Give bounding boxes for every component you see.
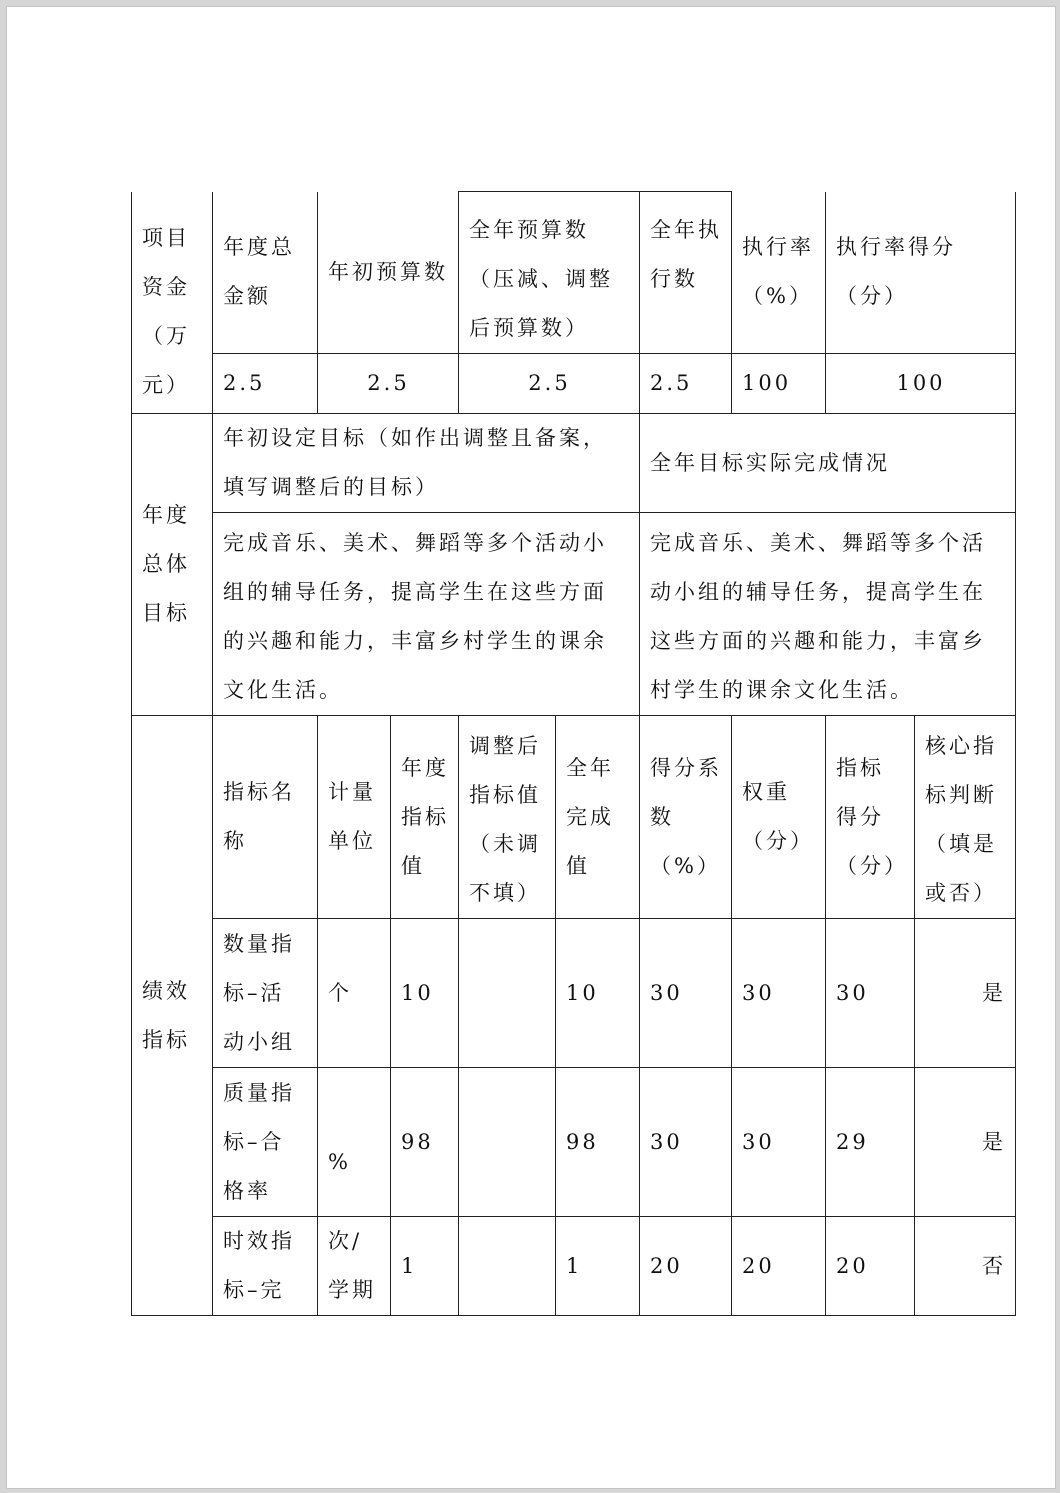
perf-row-coef: 30	[640, 919, 732, 1068]
goals-label: 年度总体目标	[132, 414, 213, 716]
funds-value-annual-total: 2.5	[213, 354, 318, 414]
perf-row-score: 20	[826, 1217, 915, 1316]
performance-label: 绩效指标	[132, 716, 213, 1316]
perf-row-annual-target: 1	[391, 1217, 459, 1316]
funds-value-exec-rate-score: 100	[826, 354, 1016, 414]
perf-header-score: 指标得分（分）	[826, 716, 915, 919]
perf-row-weight: 20	[732, 1217, 826, 1316]
perf-header-weight: 权重（分）	[732, 716, 826, 919]
perf-row-core: 否	[915, 1217, 1016, 1316]
funds-value-exec-rate: 100	[732, 354, 826, 414]
goals-actual-text: 完成音乐、美术、舞蹈等多个活动小组的辅导任务，提高学生在这些方面的兴趣和能力，丰富乡村学生的课余文化生活。	[640, 513, 1016, 716]
funds-header-initial-budget: 年初预算数	[318, 192, 459, 354]
perf-header-core: 核心指标判断（填是或否）	[915, 716, 1016, 919]
funds-header-annual-total: 年度总金额	[213, 192, 318, 354]
perf-row-actual: 98	[556, 1068, 640, 1217]
perf-header-annual-target: 年度指标值	[391, 716, 459, 919]
perf-row-coef: 30	[640, 1068, 732, 1217]
perf-header-actual: 全年完成值	[556, 716, 640, 919]
perf-row-actual: 10	[556, 919, 640, 1068]
perf-row-unit: 个	[318, 919, 391, 1068]
table-row	[132, 1068, 1016, 1217]
perf-row-weight: 30	[732, 919, 826, 1068]
goals-actual-header: 全年目标实际完成情况	[640, 414, 1016, 513]
perf-row-core: 是	[915, 919, 1016, 1068]
funds-header-full-year-budget: 全年预算数（压减、调整后预算数）	[459, 192, 640, 354]
funds-value-full-year-exec: 2.5	[640, 354, 732, 414]
perf-header-coef: 得分系数（%）	[640, 716, 732, 919]
funds-value-initial-budget: 2.5	[318, 354, 459, 414]
funds-value-full-year-budget: 2.5	[459, 354, 640, 414]
table-row	[132, 1217, 1016, 1316]
perf-row-name: 数量指标–活动小组	[213, 919, 318, 1068]
perf-row-annual-target: 10	[391, 919, 459, 1068]
funds-header-full-year-exec: 全年执行数	[640, 192, 732, 354]
perf-header-name: 指标名称	[213, 716, 318, 919]
perf-row-name: 时效指标–完	[213, 1217, 318, 1316]
performance-evaluation-table	[131, 191, 1016, 1316]
goals-set-header: 年初设定目标（如作出调整且备案，填写调整后的目标）	[213, 414, 640, 513]
perf-row-adjusted-target	[459, 919, 556, 1068]
table-row	[132, 919, 1016, 1068]
funds-label: 项目资金（万元）	[132, 192, 213, 414]
perf-row-core: 是	[915, 1068, 1016, 1217]
perf-row-adjusted-target	[459, 1068, 556, 1217]
perf-row-weight: 30	[732, 1068, 826, 1217]
perf-row-name: 质量指标–合格率	[213, 1068, 318, 1217]
perf-row-unit: 次/学期	[318, 1217, 391, 1316]
perf-row-coef: 20	[640, 1217, 732, 1316]
perf-row-score: 29	[826, 1068, 915, 1217]
perf-header-adjusted-target: 调整后指标值（未调不填）	[459, 716, 556, 919]
perf-header-unit: 计量单位	[318, 716, 391, 919]
perf-row-unit: %	[318, 1068, 391, 1217]
funds-header-exec-rate-score: 执行率得分（分）	[826, 192, 1016, 354]
perf-row-annual-target: 98	[391, 1068, 459, 1217]
goals-set-text: 完成音乐、美术、舞蹈等多个活动小组的辅导任务，提高学生在这些方面的兴趣和能力，丰富乡村学生的课余文化生活。	[213, 513, 640, 716]
perf-row-score: 30	[826, 919, 915, 1068]
perf-row-adjusted-target	[459, 1217, 556, 1316]
funds-header-exec-rate: 执行率（%）	[732, 192, 826, 354]
perf-row-actual: 1	[556, 1217, 640, 1316]
